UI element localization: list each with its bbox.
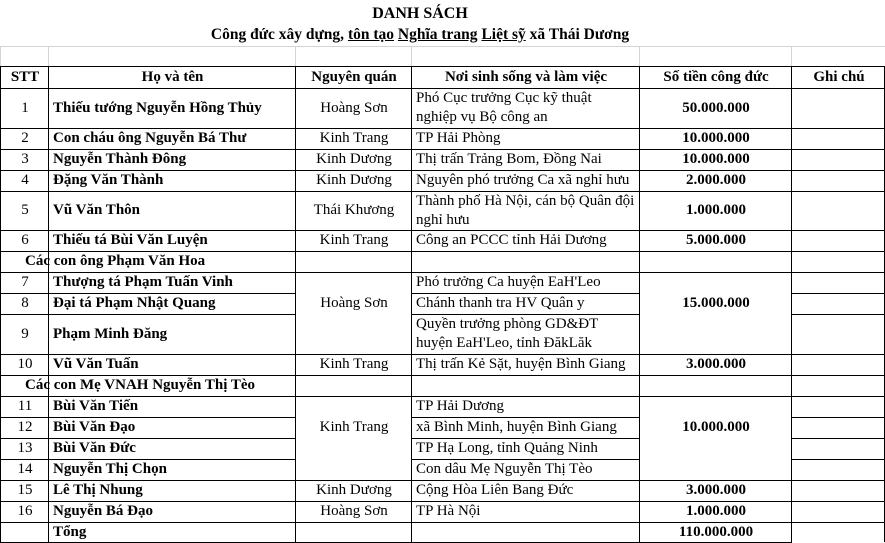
name-cell: Lê Thị Nhung [53,482,143,498]
row-border [639,88,792,89]
total-label: Tổng [53,523,87,540]
row-border [639,272,792,273]
row-border [295,396,412,397]
name-cell: Thiếu tá Bùi Văn Luyện [53,232,208,248]
row-border [791,251,885,252]
row-border [791,438,885,439]
residence-cell: Con dâu Mẹ Nguyễn Thị Tèo [416,461,593,477]
stt-cell: 6 [21,232,29,248]
row-border [791,149,885,150]
residence-cell: Chánh thanh tra HV Quân y [416,295,585,311]
residence-cell: Quyền trưởng phòng GD&ĐT huyện EaH'Leo, tỉnh ĐăkLăk [416,316,599,351]
origin-cell: Hoàng Sơn [320,99,388,116]
row-border [639,191,792,192]
column-border [295,66,296,542]
stt-cell: 15 [17,482,33,498]
row-border [791,459,885,460]
gridline [639,46,640,66]
subtitle-part: xã Thái Dương [525,26,630,43]
row-border [791,128,885,129]
origin-cell: Kinh Trang [319,130,389,146]
name-cell: Nguyễn Bá Đạo [53,503,154,519]
origin-cell: Kinh Trang [319,232,389,248]
stt-cell: 1 [21,99,29,116]
row-border [411,251,640,252]
gridline [295,46,296,66]
row-border [48,191,296,192]
stt-cell: 3 [21,151,29,167]
residence-cell: Thị trấn Trảng Bom, Đồng Nai [416,151,602,167]
amount-cell: 3.000.000 [686,356,746,372]
row-border [0,314,49,315]
row-border [48,88,296,89]
subtitle-part: tôn tạo [347,26,395,43]
name-cell: Con cháu ông Nguyễn Bá Thư [53,130,247,146]
origin-cell: Kinh Trang [319,356,389,372]
name-cell: Phạm Minh Đăng [53,325,168,342]
column-border [48,66,49,542]
name-cell: Nguyễn Thành Đông [53,151,187,167]
residence-cell: Thị trấn Kẻ Sặt, huyện Bình Giang [416,356,626,372]
origin-cell: Kinh Dương [316,151,392,167]
row-border [0,191,49,192]
name-cell: Đặng Văn Thành [53,172,164,188]
origin-cell: Thái Khương [313,202,395,218]
residence-cell: Thành phố Hà Nội, cán bộ Quân đội nghỉ hưu [416,192,635,228]
row-border [295,191,412,192]
amount-cell: 2.000.000 [686,172,746,188]
row-border [0,522,49,523]
row-border [791,480,885,481]
header-stt: STT [10,68,40,85]
group-heading: Các con Mẹ VNAH Nguyễn Thị Tèo [25,377,256,393]
name-cell: Bùi Văn Đạo [53,419,136,435]
origin-cell: Kinh Dương [316,482,392,498]
document-title: DANH SÁCH [372,5,468,22]
row-border [791,230,885,231]
column-border [791,66,792,542]
row-border [791,88,885,89]
name-cell: Đại tá Phạm Nhật Quang [53,295,216,311]
row-border [411,522,640,523]
name-cell: Thiếu tướng Nguyễn Hồng Thủy [53,99,262,116]
name-cell: Bùi Văn Đức [53,440,136,456]
row-border [0,88,49,89]
header-name: Họ và tên [141,68,204,85]
stt-cell: 11 [17,398,33,414]
residence-cell: Nguyên phó trưởng Ca xã nghỉ hưu [416,172,630,188]
row-border [791,375,885,376]
origin-cell: Hoàng Sơn [320,503,388,519]
header-note: Ghi chú [813,68,865,85]
residence-cell: xã Bình Minh, huyện Bình Giang [416,419,617,435]
gridline [411,46,412,66]
name-cell: Vũ Văn Thôn [53,202,140,218]
stt-cell: 4 [21,172,29,188]
amount-cell: 1.000.000 [686,202,746,218]
residence-cell: Cộng Hòa Liên Bang Đức [416,482,574,498]
subtitle-part: Công đức xây dựng, [210,26,348,43]
amount-cell: 15.000.000 [682,295,750,311]
total-amount: 110.000.000 [678,523,754,540]
subtitle-part: Nghĩa trang [397,26,478,43]
origin-cell: Hoàng Sơn [320,295,388,311]
stt-cell: 16 [17,503,33,519]
stt-cell: 5 [21,202,29,218]
column-border [0,66,1,542]
row-border [791,170,885,171]
row-border [791,501,885,502]
origin-cell: Kinh Trang [319,419,389,435]
row-border [639,396,792,397]
row-border [791,272,885,273]
header-residence: Nơi sinh sống và làm việc [444,68,608,85]
column-border [639,66,640,542]
residence-cell: TP Hải Phòng [416,130,501,146]
row-border [791,354,885,355]
amount-cell: 10.000.000 [682,419,750,435]
name-cell: Nguyễn Thị Chọn [53,461,167,477]
row-border [48,314,296,315]
row-border [295,88,412,89]
gridline [0,46,885,47]
residence-cell: Phó trưởng Ca huyện EaH'Leo [416,274,601,290]
amount-cell: 10.000.000 [682,151,750,167]
row-border [411,375,640,376]
row-border [639,251,792,252]
residence-cell: TP Hà Nội [416,503,481,519]
amount-cell: 3.000.000 [686,482,746,498]
document-subtitle [0,26,840,44]
stt-cell: 7 [21,274,29,290]
stt-cell: 8 [21,295,29,311]
row-border [791,522,885,523]
stt-cell: 13 [17,440,33,456]
name-cell: Thượng tá Phạm Tuấn Vinh [53,274,233,290]
name-cell: Bùi Văn Tiến [53,398,139,414]
gridline [0,46,1,66]
gridline [48,46,49,66]
row-border [791,417,885,418]
stt-cell: 9 [21,325,29,342]
row-border [295,272,412,273]
subtitle-part: Liệt sỹ [481,26,526,43]
spreadsheet-grid [0,46,885,542]
amount-cell: 10.000.000 [682,130,750,146]
header-amount: Số tiền công đức [663,68,769,85]
stt-cell: 12 [17,419,33,435]
origin-cell: Kinh Dương [316,172,392,188]
group-heading: Các con ông Phạm Văn Hoa [25,253,206,269]
header-origin: Nguyên quán [311,68,397,85]
column-border [411,66,412,542]
residence-cell: TP Hải Dương [416,398,505,414]
amount-cell: 50.000.000 [682,99,750,116]
row-border [791,191,885,192]
amount-cell: 1.000.000 [686,503,746,519]
row-border [791,293,885,294]
name-cell: Vũ Văn Tuấn [53,356,139,372]
residence-cell: Công an PCCC tỉnh Hải Dương [416,232,607,248]
residence-cell: TP Hạ Long, tỉnh Quảng Ninh [416,440,598,456]
stt-cell: 10 [17,356,33,372]
amount-cell: 5.000.000 [686,232,746,248]
gridline [791,46,792,66]
row-border [791,314,885,315]
row-border [791,396,885,397]
stt-cell: 2 [21,130,29,146]
row-border [639,375,792,376]
row-border [295,522,412,523]
stt-cell: 14 [17,461,33,477]
residence-cell: Phó Cục trưởng Cục kỹ thuật nghiệp vụ Bộ công an [416,90,592,125]
